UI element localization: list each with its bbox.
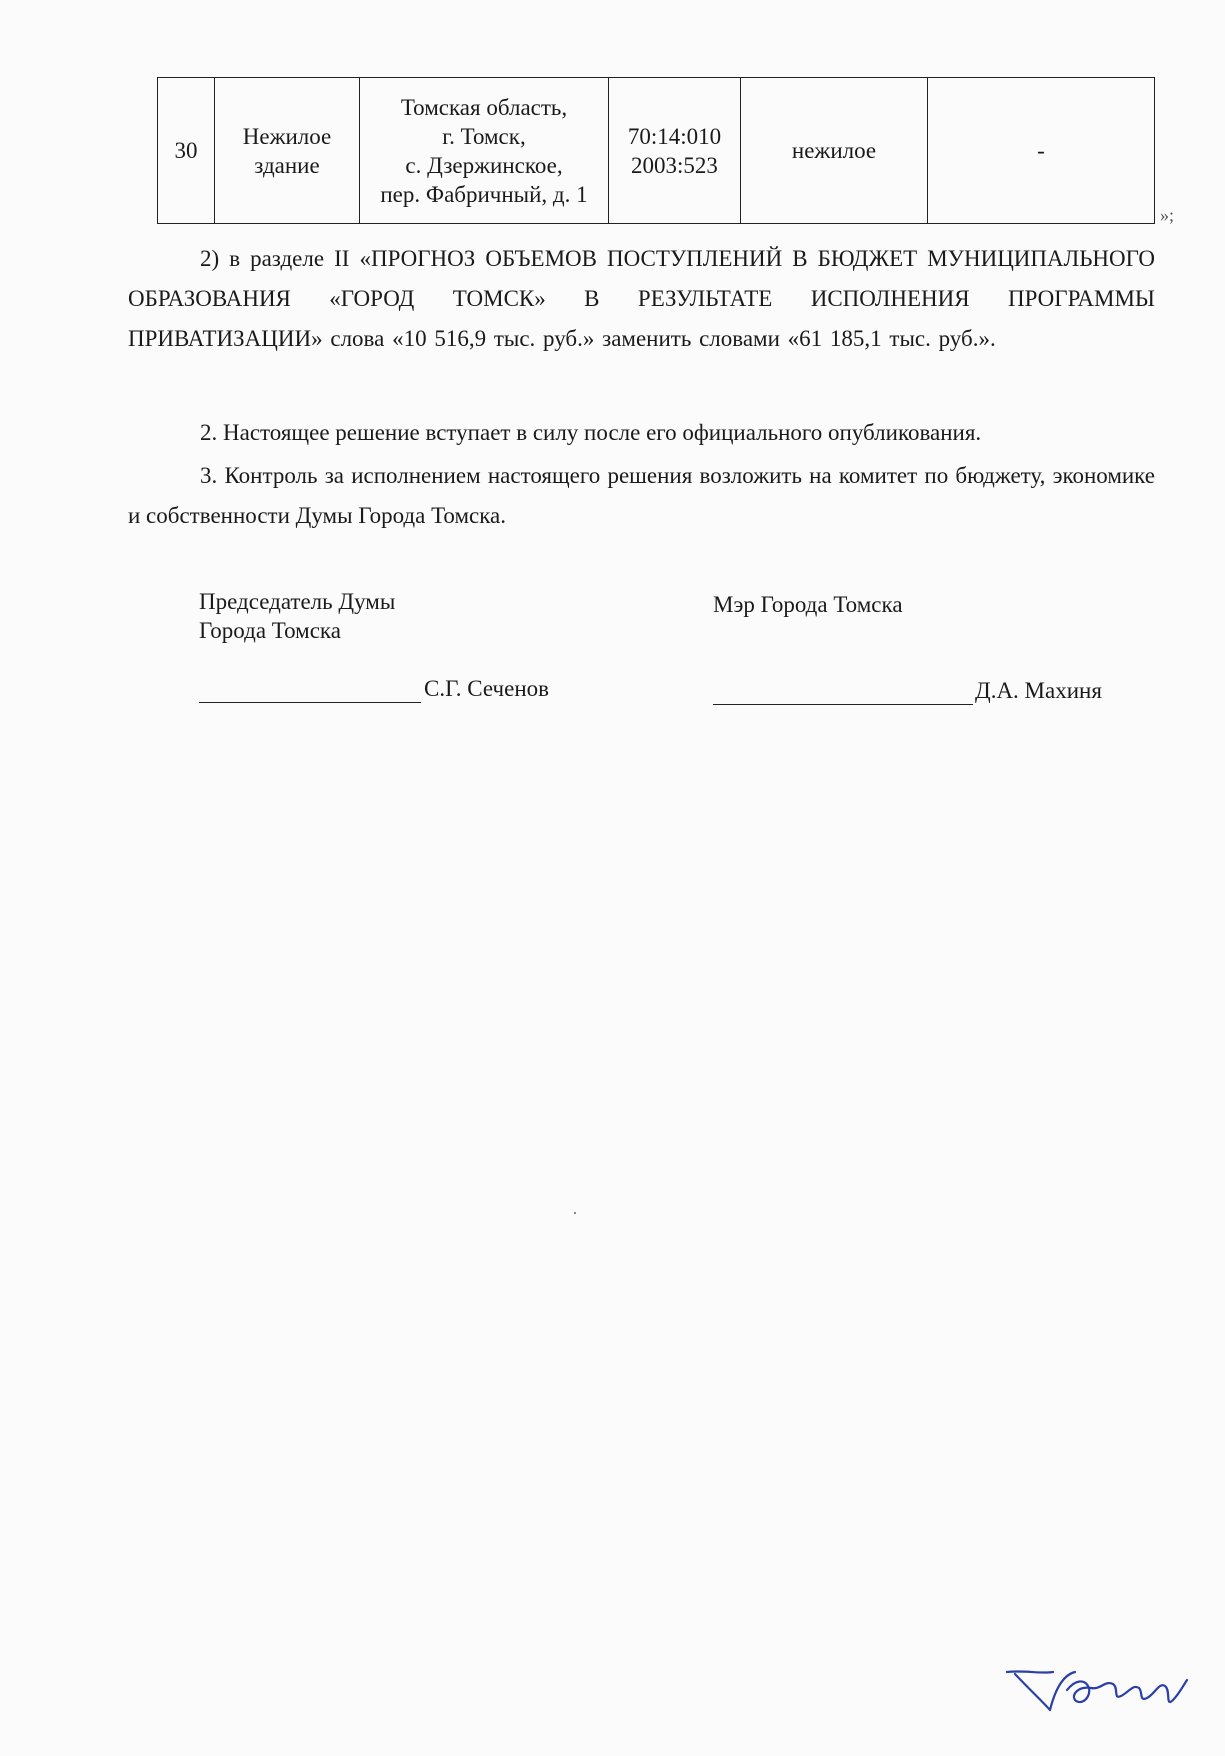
signature-stroke [1007, 1671, 1187, 1710]
chairman-signature-line [199, 702, 421, 703]
address-line: пер. Фабричный, д. 1 [380, 181, 588, 207]
decision-point-3: 3. Контроль за исполнением настоящего решения возложить на комитет по бюджету, экономике и собственности Думы Города Томска. [128, 463, 1155, 528]
note-cell [928, 78, 1155, 224]
amendment-item-2: 2) в разделе II «ПРОГНОЗ ОБЪЕМОВ ПОСТУПЛЕНИЙ В БЮДЖЕТ МУНИЦИПАЛЬНОГО ОБРАЗОВАНИЯ «ГОРОД ТОМСК» В РЕЗУЛЬТАТЕ ИСПОЛНЕНИЯ ПРОГРАММЫ ПРИВАТИЗАЦИИ» слова «10 516,9 тыс. руб.» заменить словами «61 185,1 тыс. руб.». [128, 246, 1155, 351]
address-cell [360, 78, 609, 224]
address-line: Томская область, [400, 94, 568, 120]
chairman-title [199, 587, 395, 645]
mayor-name: Д.А. Махиня [975, 678, 1102, 703]
object-name-cell [215, 78, 360, 224]
object-name-line: здание [254, 152, 320, 178]
chairman-title-line: Председатель Думы [199, 589, 396, 614]
cadastral-number-cell [609, 78, 741, 224]
row-number: 30 [174, 138, 198, 163]
chairman-title-line: Города Томска [199, 618, 341, 643]
cadastral-line: 2003:523 [631, 152, 718, 178]
purpose-cell [741, 78, 928, 224]
scan-speck [574, 1212, 576, 1214]
cadastral-line: 70:14:010 [627, 123, 722, 149]
chairman-name: С.Г. Сеченов [424, 676, 549, 701]
purpose-value: нежилое [791, 138, 877, 163]
mayor-signature-line [713, 704, 973, 705]
object-name-line: Нежилое [242, 123, 332, 149]
decision-point-2: 2. Настоящее решение вступает в силу после его официального опубликования. [200, 420, 982, 445]
row-number-cell [158, 78, 215, 224]
table-row [158, 78, 1155, 224]
note-value: - [1037, 138, 1045, 163]
address-line: г. Томск, [442, 123, 526, 149]
address-line: с. Дзержинское, [405, 152, 563, 178]
mayor-title: Мэр Города Томска [713, 592, 903, 617]
handwritten-initials-signature [1005, 1650, 1190, 1730]
property-table [157, 77, 1155, 224]
table-closing-mark: »; [1160, 205, 1175, 225]
